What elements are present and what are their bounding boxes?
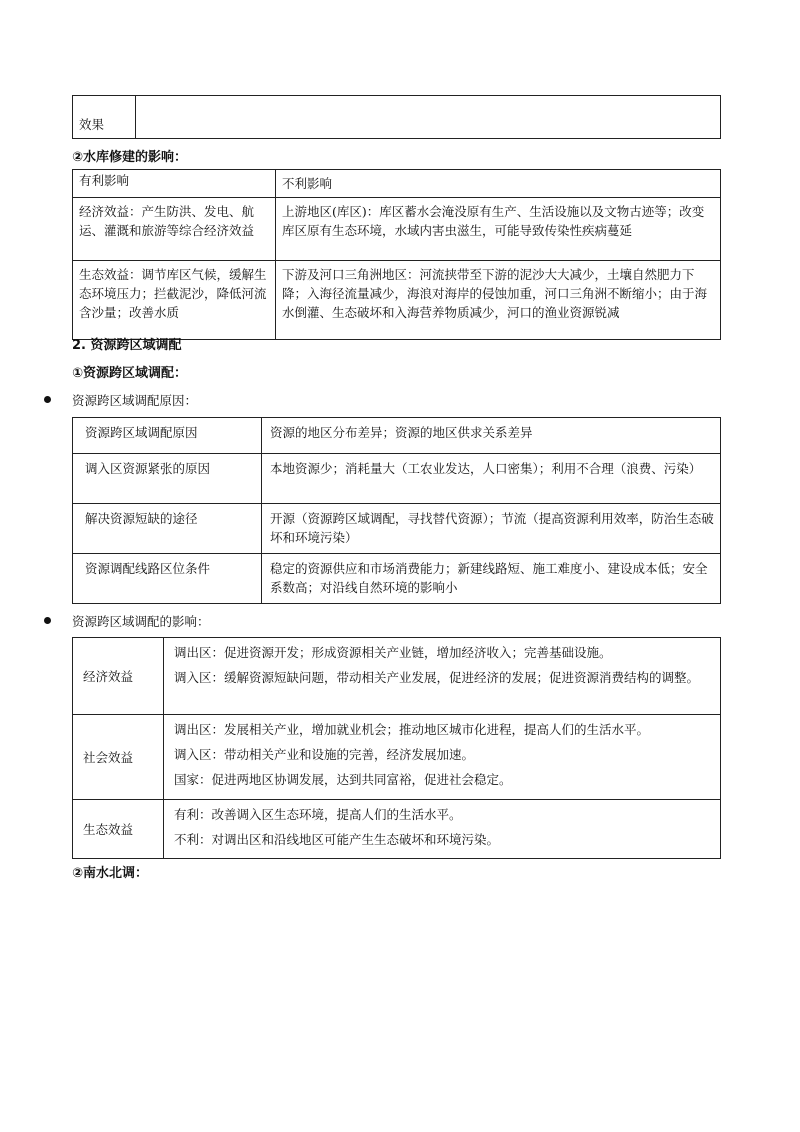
reason-label-3: 解决资源短缺的途径	[73, 504, 262, 554]
table-row	[73, 170, 721, 198]
effect-label: 效果	[73, 96, 136, 139]
favorable-ecological: 生态效益：调节库区气候，缓解生态环境压力；拦截泥沙，降低河流含沙量；改善水质	[73, 261, 276, 340]
table-row	[73, 554, 721, 604]
reason-value-4: 稳定的资源供应和市场消费能力；新建线路短、施工难度小、建设成本低；安全系数高；对沿线自然环境的影响小	[262, 554, 721, 604]
table-row	[73, 198, 721, 261]
south-north-heading: ②南水北调：	[72, 866, 149, 881]
table-row	[73, 715, 721, 800]
header-unfavorable: 不利影响	[276, 170, 721, 198]
impact-line: 调出区：促进资源开发；形成资源相关产业链，增加经济收入；完善基础设施。	[174, 645, 612, 660]
top-effect-table	[72, 95, 721, 139]
unfavorable-downstream: 下游及河口三角洲地区：河流挟带至下游的泥沙大大减少，土壤自然肥力下降；入海径流量减少，海浪对海岸的侵蚀加重，河口三角洲不断缩小；由于海水倒灌、生态破坏和入海营养物质减少，河口的渔业资源锐减	[276, 261, 721, 340]
table-row	[73, 504, 721, 554]
reason-value-3: 开源（资源跨区域调配，寻找替代资源）；节流（提高资源利用效率，防治生态破坏和环境污染）	[262, 504, 721, 554]
reason-label-4: 资源调配线路区位条件	[73, 554, 262, 604]
impact-label-ecological: 生态效益	[73, 800, 164, 859]
impact-content-social	[164, 715, 721, 800]
reason-value-2: 本地资源少；消耗量大（工农业发达，人口密集）；利用不合理（浪费、污染）	[262, 454, 721, 504]
table-row	[73, 454, 721, 504]
transfer-reasons-table	[72, 417, 721, 604]
reservoir-impact-table	[72, 169, 721, 340]
bullet-icon	[44, 617, 51, 624]
header-favorable: 有利影响	[73, 170, 276, 198]
bullet-impacts: 资源跨区域调配的影响：	[72, 614, 210, 629]
impact-line: 调入区：缓解资源短缺问题，带动相关产业发展，促进经济的发展；促进资源消费结构的调整。	[174, 670, 700, 685]
reservoir-heading: ②水库修建的影响：	[72, 150, 188, 165]
reason-label-1: 资源跨区域调配原因	[73, 418, 262, 454]
section-2-subheading: ①资源跨区域调配：	[72, 366, 188, 381]
impact-label-social: 社会效益	[73, 715, 164, 800]
impact-content-economic	[164, 638, 721, 715]
impact-line: 调入区：带动相关产业和设施的完善，经济发展加速。	[174, 747, 475, 762]
transfer-impacts-table	[72, 637, 721, 859]
bullet-icon	[44, 396, 51, 403]
bullet-reasons: 资源跨区域调配原因：	[72, 393, 198, 408]
favorable-economic: 经济效益：产生防洪、发电、航运、灌溉和旅游等综合经济效益	[73, 198, 276, 261]
unfavorable-upstream: 上游地区(库区)：库区蓄水会淹没原有生产、生活设施以及文物古迹等；改变库区原有生态环境，水域内害虫滋生，可能导致传染性疾病蔓延	[276, 198, 721, 261]
table-row	[73, 638, 721, 715]
impact-label-economic: 经济效益	[73, 638, 164, 715]
reason-label-2: 调入区资源紧张的原因	[73, 454, 262, 504]
impact-line: 国家：促进两地区协调发展，达到共同富裕，促进社会稳定。	[174, 772, 512, 787]
effect-content	[136, 96, 721, 139]
section-2-heading: 2. 资源跨区域调配	[72, 338, 182, 353]
impact-line: 不利：对调出区和沿线地区可能产生生态破坏和环境污染。	[174, 832, 500, 847]
table-row	[73, 418, 721, 454]
table-row	[73, 261, 721, 340]
table-row	[73, 800, 721, 859]
impact-line: 调出区：发展相关产业，增加就业机会；推动地区城市化进程，提高人们的生活水平。	[174, 722, 650, 737]
reason-value-1: 资源的地区分布差异；资源的地区供求关系差异	[262, 418, 721, 454]
impact-line: 有利：改善调入区生态环境，提高人们的生活水平。	[174, 807, 462, 822]
impact-content-ecological	[164, 800, 721, 859]
